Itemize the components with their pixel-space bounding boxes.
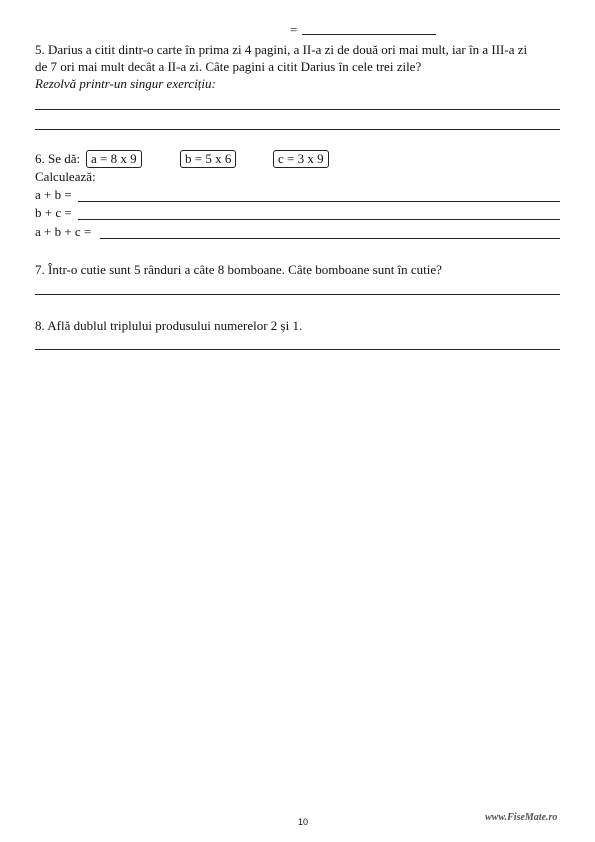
exercise8-answer-line[interactable] <box>35 349 560 350</box>
site-watermark: www.FiseMate.ro <box>485 812 558 823</box>
exercise6-box-c: c = 3 x 9 <box>273 150 329 168</box>
exercise6-prefix: 6. Se dă: <box>35 151 81 166</box>
exercise6-row1-label: a + b = <box>35 187 72 202</box>
exercise6-box-a: a = 8 x 9 <box>86 150 142 168</box>
exercise5-answer-line-1[interactable] <box>35 109 560 110</box>
exercise5-instruction: Rezolvă printr-un singur exercițiu: <box>35 76 216 91</box>
exercise6-row3-answer-line[interactable] <box>100 238 560 239</box>
exercise6-calc-label: Calculează: <box>35 169 96 184</box>
exercise6-row2-label: b + c = <box>35 205 72 220</box>
exercise8-text: 8. Află dublul triplului produsului numerelor 2 și 1. <box>35 318 303 333</box>
top-equals-sign: = <box>290 22 298 37</box>
exercise5-line2: de 7 ori mai mult decât a II-a zi. Câte pagini a citit Darius în cele trei zile? <box>35 59 422 74</box>
exercise7-text: 7. Într-o cutie sunt 5 rânduri a câte 8 bomboane. Câte bomboane sunt în cutie? <box>35 262 442 277</box>
top-answer-line[interactable] <box>302 34 436 35</box>
exercise6-row1-answer-line[interactable] <box>78 201 560 202</box>
exercise7-answer-line[interactable] <box>35 294 560 295</box>
exercise6-box-b: b = 5 x 6 <box>180 150 236 168</box>
exercise5-answer-line-2[interactable] <box>35 129 560 130</box>
exercise6-row3-label: a + b + c = <box>35 224 92 239</box>
exercise6-row2-answer-line[interactable] <box>78 219 560 220</box>
exercise5-line1: 5. Darius a citit dintr-o carte în prima zi 4 pagini, a II-a zi de două ori mai mult, iar în a III-a zi <box>35 42 528 57</box>
page-number: 10 <box>298 817 309 827</box>
